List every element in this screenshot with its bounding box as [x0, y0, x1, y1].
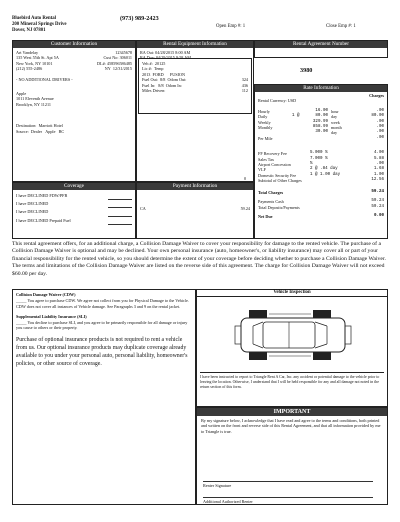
tax-label: Subtotal of Other Charges — [258, 178, 302, 184]
odom-in: 436 — [241, 82, 248, 88]
tax-rate: % — [310, 162, 313, 167]
rental-currency: Rental Currency: USD — [258, 98, 297, 104]
total-label: Total Charges — [258, 189, 284, 195]
net-due: 0.00 — [373, 213, 384, 218]
lic-label: Lic #: — [142, 66, 152, 72]
net-due-label: Net Due — [258, 213, 273, 219]
rate-amount: 80.00 — [315, 114, 328, 119]
agreement-section — [254, 40, 388, 58]
rate-qty — [292, 130, 306, 135]
dl-exp: 12/31/2015 — [112, 66, 132, 72]
rate-label: Monthly — [258, 125, 273, 131]
fuel-out-label: Fuel Out: — [142, 77, 158, 83]
rate-label: Weekly — [258, 119, 271, 125]
renter-signature-line[interactable] — [203, 474, 373, 482]
cdw-notice: This rental agreement offers, for an additional charge, a Collision Damage Waiver to cover your responsibility for damage to the rented vehicle. The purchase of a Collision Damage Waiver is optional and may be declined. Your own personal insurance (auto, homeowner's, or liability insurance) may cover all or part of your financial responsibility for the rented vehicle, so you should determine the extent of your coverage before deciding whether to purchase a Collision Damage Waiver. The terms and limitations of the Collision Damage Waiver are listed on the reverse side of this agreement. The charge for Collision Damage Waiver will not exceed $60.00 per day. — [12, 241, 386, 277]
source-label: Source: — [16, 128, 29, 134]
rate-charge: .00 — [376, 119, 384, 124]
coverage-section — [12, 182, 136, 239]
rate-unit: day — [331, 114, 338, 120]
fuel-out: 8/8 — [160, 77, 166, 83]
company-block — [12, 16, 67, 34]
customer-extra-3: Brooklyn, NY 11211 — [16, 101, 52, 107]
initial-blank[interactable] — [108, 208, 132, 216]
payment-title: Payment Information — [137, 183, 253, 190]
vehicle-make: FORD — [152, 71, 164, 77]
coverage-line-4: I have DECLINED Prepaid Fuel — [16, 217, 71, 223]
rate-charge: .00 — [376, 130, 384, 135]
tax-charge: 12.56 — [371, 178, 384, 183]
destination: Marriott Hotel — [38, 123, 63, 129]
ra-out-label: RA Out: — [140, 50, 155, 55]
rate-unit: hour — [331, 108, 339, 114]
tax-charge: .00 — [376, 162, 384, 167]
tax-rows — [258, 151, 384, 183]
rate-title: Rate Information — [255, 85, 387, 92]
company-phone: (973) 989-2423 — [120, 15, 159, 22]
cdw-text: _____ You agree to purchase CDW. We agree not collect from you for Physical Damage to the Vehicle. CDW does not cover all instances of Vehicle damage. See Paragraphs 3 and 9 on the rental jacket. — [16, 298, 189, 309]
tax-label: Airport Concession — [258, 162, 291, 168]
sli-text: _____ You decline to purchase SLI, and you agree to be primarily responsible for all damage or injury you cause to others or their property. — [16, 319, 188, 331]
rate-label: Daily — [258, 114, 268, 120]
tax-rate — [310, 178, 350, 183]
veh-number: 20125 — [154, 61, 166, 66]
source-3: BC — [58, 128, 65, 134]
rate-charge: 80.00 — [371, 114, 384, 119]
company-street: 200 Mineral Springs Drive — [12, 22, 67, 27]
deposit-label: Total Deposits/Payments — [258, 204, 300, 210]
rate-charge: .00 — [376, 108, 384, 113]
rate-unit: month — [331, 125, 342, 131]
ra-due: 04/29/2015 9:58 AM — [155, 55, 191, 61]
vehicle-details — [138, 58, 252, 114]
important-title: IMPORTANT — [197, 408, 387, 416]
rate-amount: 30.00 — [315, 130, 328, 135]
rate-section — [254, 84, 388, 239]
additional-drivers: - NO ADDITIONAL DRIVERS - — [16, 76, 73, 82]
tax-charge: 1.68 — [373, 167, 384, 172]
tax-label: VLF — [258, 167, 266, 173]
initial-blank[interactable] — [108, 200, 132, 208]
tax-rate: 1 @ 1.00 day — [310, 172, 341, 177]
coverage-line-1: I have DECLINED FDW/PFB — [16, 193, 68, 198]
cdw-section — [12, 289, 196, 505]
close-employee: Close Emp #: 1 — [326, 24, 356, 29]
customer-city: New York, NY 10101 — [16, 60, 53, 66]
rate-unit: day — [331, 130, 338, 136]
rate-unit: week — [331, 119, 340, 125]
tax-label: FF Recovery Fee — [258, 151, 287, 157]
open-employee: Open Emp #: 1 — [216, 24, 246, 29]
inspection-note: I have been instructed to report to Triangle Rent A Car, Inc. any accident or potential damage to the vehicle prior to leaving the location. Otherwise, I understand that I will be held responsible for any and all damage not noted in the return section of this form. — [200, 375, 380, 389]
customer-extra-1: Apple — [16, 91, 27, 97]
ra-out: 04/28/2015 8:00 AM — [155, 50, 191, 55]
equipment-title: Rental Equipment Information — [137, 41, 253, 48]
tax-charge: 1.00 — [373, 172, 384, 177]
fuel-in-label: Fuel In: — [142, 82, 156, 88]
vehicle-year: 2013 — [142, 71, 151, 77]
renter-signature-label: Renter Signature — [203, 483, 232, 488]
customer-id: 12345678 — [115, 50, 132, 55]
payment-cash: 59.24 — [371, 199, 384, 204]
tax-rate: 5.000 % — [310, 151, 328, 156]
tax-rate: 2 @ .84 day — [310, 167, 338, 172]
initial-blank[interactable] — [108, 217, 132, 225]
tax-row — [258, 178, 384, 183]
agreement-title: Rental Agreement Number — [255, 41, 387, 48]
initial-blank[interactable] — [108, 192, 132, 200]
customer-title: Customer Information — [13, 41, 135, 48]
tax-label: Sales Tax — [258, 156, 275, 162]
cdw-title: Collision Damage Waiver (CDW) — [16, 292, 76, 297]
rate-amount: 858.99 — [312, 125, 328, 130]
cust-no: 306011 — [119, 55, 132, 61]
customer-address: 135 West 55th St. Apt 5A — [16, 55, 59, 61]
odom-in-label: Odom In: — [165, 82, 182, 88]
inspection-note-box — [200, 372, 384, 390]
company-city: Dover, NJ 07801 — [12, 28, 46, 33]
inspection-section — [196, 289, 388, 407]
company-name: Bluebird Auto Rental — [12, 16, 56, 21]
payment-cash-label: Payments Cash — [258, 199, 284, 205]
miles-driven: 112 — [241, 88, 248, 94]
coverage-title: Coverage — [13, 183, 135, 190]
customer-extra-2: 1011 Eleventh Avenue — [16, 96, 54, 102]
fuel-label: Per Mile — [258, 135, 273, 141]
important-text: By my signature below, I acknowledge that I have read and agree to the terms and conditions, both printed and written on the front and reverse side of this Rental Agreement, and that all information provided by me to Triangle is true. — [201, 418, 381, 434]
agreement-number: 3980 — [300, 67, 313, 74]
customer-name: Art Vandelay — [16, 50, 39, 55]
payment-method: CA — [140, 206, 146, 211]
important-section — [196, 407, 388, 505]
tax-charge: 5.88 — [373, 156, 384, 161]
lic-number: Temp — [153, 66, 164, 72]
payment-section — [136, 182, 254, 239]
odom-out: 324 — [241, 77, 248, 83]
car-diagram-icon[interactable] — [233, 304, 353, 366]
deposit-total: 59.24 — [371, 204, 384, 209]
customer-section — [12, 40, 136, 182]
veh-label: Veh #: — [142, 61, 153, 66]
rate-amount: 329.99 — [312, 119, 328, 124]
sli-title: Supplemental Liability Insurance (SLI) — [16, 314, 87, 320]
customer-phone: (212) 555-2486 — [16, 66, 43, 72]
tax-charge: 4.00 — [373, 151, 384, 156]
dl-number: 458596586485 — [106, 60, 132, 66]
cust-no-label: Cust No: — [103, 55, 119, 61]
authorized-renter-label: Additional Authorized Renter — [203, 499, 253, 504]
inspection-title: Vehicle Inspection — [197, 290, 387, 297]
rate-charge: .00 — [376, 125, 384, 130]
tax-rate: 7.000 % — [310, 156, 328, 161]
source-2: Apple — [45, 128, 56, 134]
total-charges: 59.24 — [371, 189, 384, 194]
rate-amount: 16.00 — [315, 108, 328, 113]
dl-state: NY — [104, 66, 111, 72]
zero-mark: 0 — [244, 176, 247, 181]
fuel-in: 8/8 — [158, 82, 164, 88]
rate-row — [258, 130, 384, 135]
rate-label: Hourly — [258, 108, 270, 114]
dl-label: DL#: — [96, 60, 106, 66]
tax-label: Domestic Security Fee — [258, 172, 297, 178]
charges-label: Charges — [369, 93, 384, 98]
rate-qty: 1 @ — [292, 114, 300, 119]
rate-rows — [258, 109, 384, 136]
authorized-renter-line[interactable] — [203, 492, 373, 498]
vehicle-model: FUSION — [169, 71, 186, 77]
destination-label: Destination: — [16, 123, 37, 129]
coverage-line-2: I have DECLINED — [16, 201, 49, 207]
optional-insurance-text: Purchase of optional insurance products is not required to rent a vehicle from us. Our optional insurance products may duplicate coverage already available to you under your personal auto, personal liability, homeowner's policies, or other source of coverage. — [16, 337, 188, 368]
miles-label: Miles Driven: — [142, 88, 166, 94]
payment-amount: 59.24 — [240, 206, 250, 211]
source: Dealer — [30, 128, 43, 134]
fuel-charge: .00 — [376, 135, 384, 140]
ra-due-label: RA Due: — [140, 55, 155, 61]
coverage-line-3: I have DECLINED — [16, 209, 49, 215]
odom-out-label: Odom Out: — [167, 77, 187, 83]
